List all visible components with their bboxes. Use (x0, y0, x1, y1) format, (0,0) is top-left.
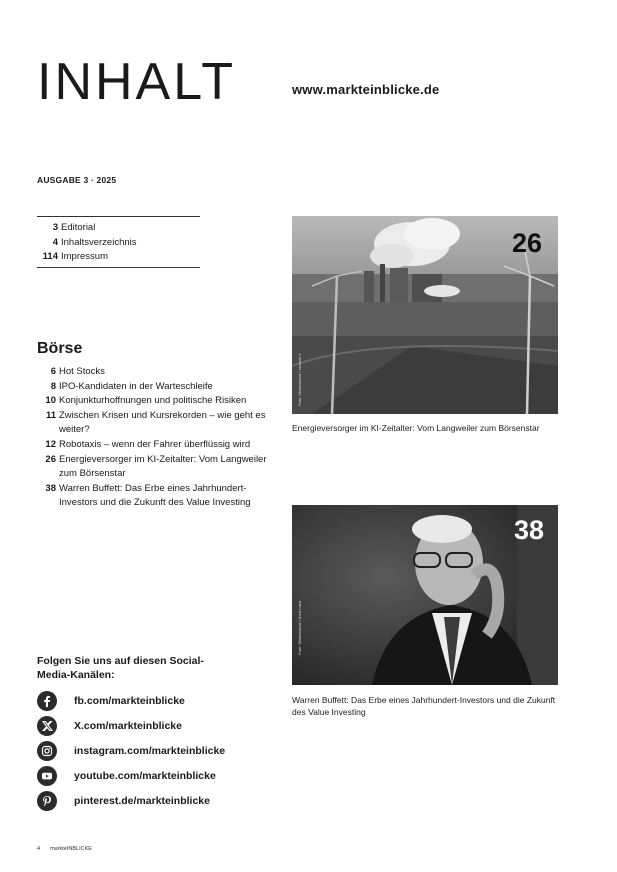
feature-caption: Energieversorger im KI-Zeitalter: Vom Langweiler zum Börsenstar (292, 423, 540, 433)
toc-item[interactable] (37, 365, 267, 380)
toc-label: Inhaltsverzeichnis (61, 236, 137, 248)
toc-page-number: 10 (45, 395, 56, 407)
toc-page-number: 8 (50, 380, 56, 392)
toc-item[interactable] (37, 250, 200, 265)
toc-item[interactable] (37, 394, 267, 409)
photo-credit: Foto: Shutterstock / Kent Laird (297, 600, 302, 655)
social-item-facebook[interactable] (37, 688, 225, 713)
footer-page-number: 4 (37, 846, 41, 852)
social-label: pinterest.de/markteinblicke (74, 794, 210, 807)
social-label: X.com/markteinblicke (74, 719, 182, 732)
toc-item[interactable] (37, 236, 200, 251)
pinterest-icon (37, 791, 57, 811)
feature-caption: Warren Buffett: Das Erbe eines Jahrhundert-Investors und die Zukunft des Value Investing (292, 695, 556, 717)
social-item-x[interactable] (37, 713, 225, 738)
toc-page-number: 114 (42, 251, 58, 263)
toc-page-number: 4 (52, 236, 58, 248)
toc-page-number: 26 (45, 453, 56, 465)
toc-label: Zwischen Krisen und Kursrekorden – wie geht es weiter? (59, 409, 266, 436)
footer-brand: markteINBLICKE (50, 846, 92, 852)
toc-label: IPO-Kandidaten in der Warteschleife (59, 380, 213, 392)
toc-item[interactable] (37, 380, 267, 395)
toc-label: Hot Stocks (59, 366, 105, 377)
feature-photo-power-plant[interactable] (292, 216, 558, 414)
toc-item[interactable] (37, 409, 267, 438)
toc-item[interactable] (37, 221, 200, 236)
toc-page-number: 38 (45, 482, 56, 494)
feature-photo-buffett[interactable] (292, 505, 558, 685)
toc-label: Robotaxis – wenn der Fahrer überflüssig wird (59, 438, 251, 450)
toc-section-list (37, 365, 267, 511)
toc-label: Editorial (61, 222, 96, 233)
website-link[interactable]: www.markteinblicke.de (292, 82, 440, 97)
toc-page-number: 11 (45, 409, 56, 421)
toc-top-list (37, 216, 200, 268)
toc-label: Impressum (61, 251, 108, 263)
toc-label: Warren Buffett: Das Erbe eines Jahrhundert-Investors und die Zukunft des Value Investing (59, 482, 251, 509)
toc-page-number: 6 (50, 366, 56, 377)
social-item-pinterest[interactable] (37, 788, 225, 813)
youtube-icon (37, 766, 57, 786)
feature-page-number: 26 (511, 228, 542, 258)
toc-item[interactable] (37, 482, 267, 511)
social-item-instagram[interactable] (37, 738, 225, 763)
toc-item[interactable] (37, 438, 267, 453)
social-label: youtube.com/markteinblicke (74, 769, 216, 782)
toc-page-number: 12 (45, 438, 56, 450)
page-title: INHALT (37, 53, 237, 111)
toc-label: Konjunkturhoffnungen und politische Risiken (59, 395, 247, 407)
instagram-icon (37, 741, 57, 761)
social-label: instagram.com/markteinblicke (74, 744, 226, 757)
feature-page-number: 38 (513, 515, 544, 545)
photo-credit: Foto: Shutterstock / rommel 3 (297, 353, 302, 406)
toc-item[interactable] (37, 453, 267, 482)
social-list (37, 688, 225, 813)
x-icon (37, 716, 57, 736)
social-label: fb.com/markteinblicke (74, 694, 185, 707)
toc-label: Energieversorger im KI-Zeitalter: Vom Langweiler zum Börsenstar (59, 453, 267, 480)
section-heading: Börse (37, 340, 83, 357)
social-item-youtube[interactable] (37, 763, 225, 788)
facebook-icon (37, 691, 57, 711)
toc-page-number: 3 (52, 222, 58, 233)
social-heading: Folgen Sie uns auf diesen Social-Media-Kanälen: (37, 655, 204, 681)
page-footer (37, 846, 92, 852)
issue-label: AUSGABE 3 · 2025 (37, 175, 117, 185)
